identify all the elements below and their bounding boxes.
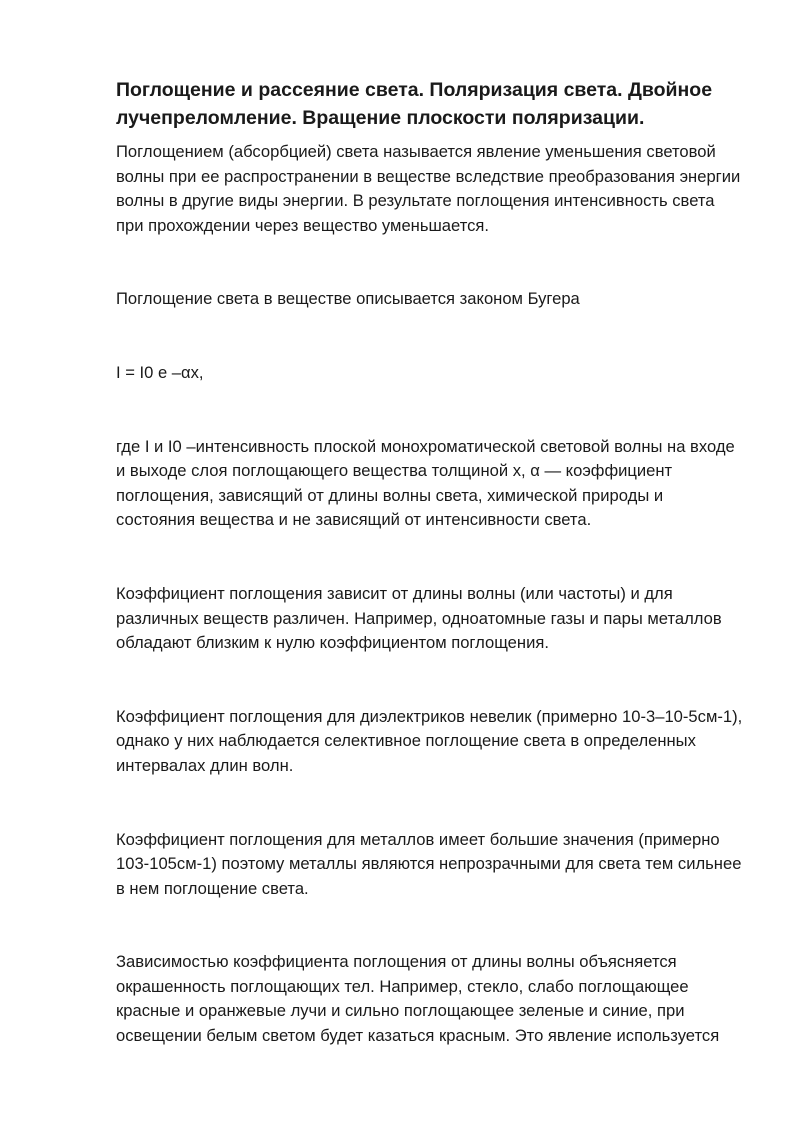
paragraph-gap [116,533,746,582]
paragraph-gap [116,779,746,828]
document-title: Поглощение и рассеяние света. Поляризация света. Двойное лучепреломление. Вращение плоскости поляризации. [116,79,713,129]
paragraph-bouguer-law-intro: Поглощение света в веществе описывается законом Бугера [116,289,580,309]
paragraph-dielectrics: Коэффициент поглощения для диэлектриков невелик (примерно 10-3–10-5см-1), однако у них наблюдается селективное поглощение света в определенных интервалах длин волн. [116,706,743,775]
paragraph-gap [116,386,746,435]
paragraph-gap [116,238,746,287]
paragraph-formula-explanation: где I и I0 –интенсивность плоской монохроматической световой волны на входе и выходе слоя поглощающего вещества толщиной x, α — коэффициент поглощения, зависящий от длины волны света, химической природы и состояния вещества и не зависящий от интенсивности света. [116,436,735,530]
paragraph-coloration: Зависимостью коэффициента поглощения от длины волны объясняется окрашенность поглощающих тел. Например, стекло, слабо поглощающее красные и оранжевые лучи и сильно поглощающее зеленые и синие, при освещении белым светом будет казаться красным. Это явление используется [116,952,720,1046]
paragraph-gap [116,656,746,705]
document-page [116,76,746,1049]
paragraph-gap [116,312,746,361]
paragraph-gap [116,901,746,950]
paragraph-absorption-definition: Поглощением (абсорбцией) света называется явление уменьшения световой волны при ее распространении в веществе вследствие преобразования энергии волны в другие виды энергии. В результате поглощения интенсивность света при прохождении через вещество уменьшается. [116,142,741,235]
paragraph-coefficient-wavelength: Коэффициент поглощения зависит от длины волны (или частоты) и для различных веществ различен. Например, одноатомные газы и пары металлов обладают близким к нулю коэффициентом поглощения. [116,583,722,653]
formula-bouguer-law: I = I0 e –αx, [116,362,204,382]
paragraph-metals: Коэффициент поглощения для металлов имеет большие значения (примерно 103-105см-1) поэтому металлы являются непрозрачными для света тем сильнее в нем поглощение света. [116,829,742,898]
